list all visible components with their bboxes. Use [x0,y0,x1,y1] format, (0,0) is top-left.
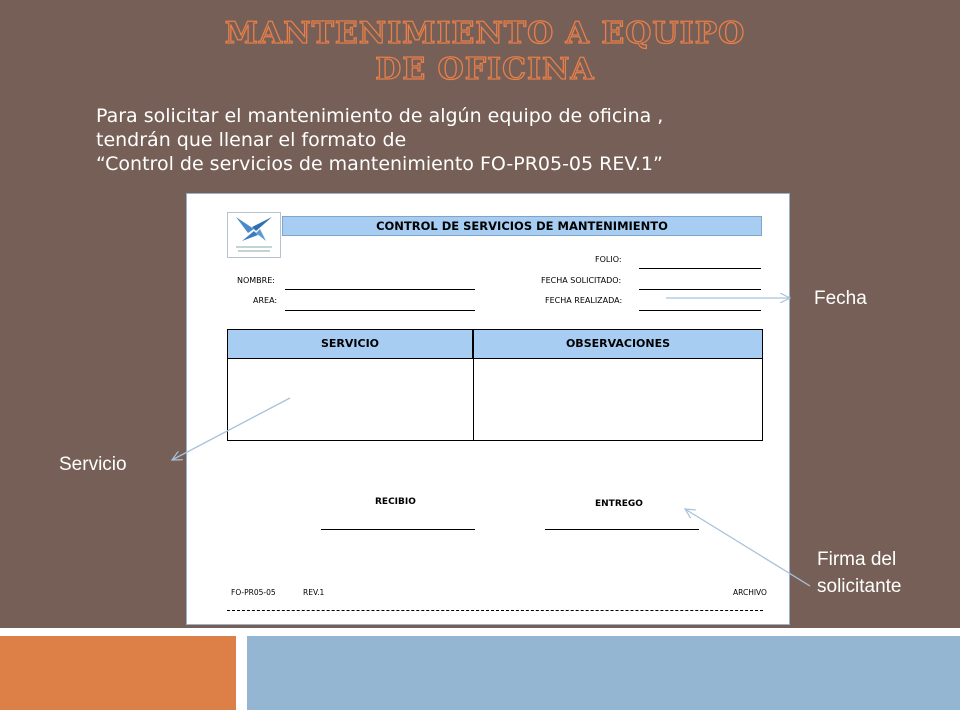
fecha-solicitado-line [639,289,761,290]
service-table [227,329,763,441]
intro-line-1: Para solicitar el mantenimiento de algún equipo de oficina , [96,105,664,127]
folio-label: FOLIO: [595,255,622,264]
callout-servicio: Servicio [59,454,127,475]
area-line [285,310,475,311]
folio-line [639,268,761,269]
form-revision: REV.1 [303,588,325,597]
table-column-divider [473,330,474,440]
recibio-signature-line [321,529,475,530]
company-logo-icon [227,212,281,258]
callout-firma [817,546,902,600]
callout-firma-line-1: Firma del [817,549,897,570]
form-header: CONTROL DE SERVICIOS DE MANTENIMIENTO [282,216,762,236]
maintenance-form-image [186,193,790,625]
fecha-realizada-label: FECHA REALIZADA: [545,296,623,305]
area-label: AREA: [253,296,278,305]
table-header-servicio: SERVICIO [228,330,473,359]
intro-line-3: “Control de servicios de mantenimiento FO-PR05-05 REV.1” [96,153,663,175]
fecha-solicitado-label: FECHA SOLICITADO: [541,276,622,285]
footer-accent-right [247,636,960,710]
entrego-label: ENTREGO [595,499,643,509]
callout-fecha: Fecha [814,288,867,309]
recibio-label: RECIBIO [375,497,416,507]
nombre-label: NOMBRE: [237,276,275,285]
entrego-signature-line [545,529,699,530]
fecha-realizada-line [639,310,761,311]
nombre-line [285,289,475,290]
form-code: FO-PR05-05 [231,588,276,597]
form-cut-line [227,610,763,611]
footer-accent-left [0,636,236,710]
form-archivo: ARCHIVO [733,588,767,597]
intro-line-2: tendrán que llenar el formato de [96,129,407,151]
table-header-observaciones: OBSERVACIONES [474,330,762,359]
callout-firma-line-2: solicitante [817,576,902,597]
slide-title: MANTENIMIENTO A EQUIPO DE OFICINA [224,16,746,87]
